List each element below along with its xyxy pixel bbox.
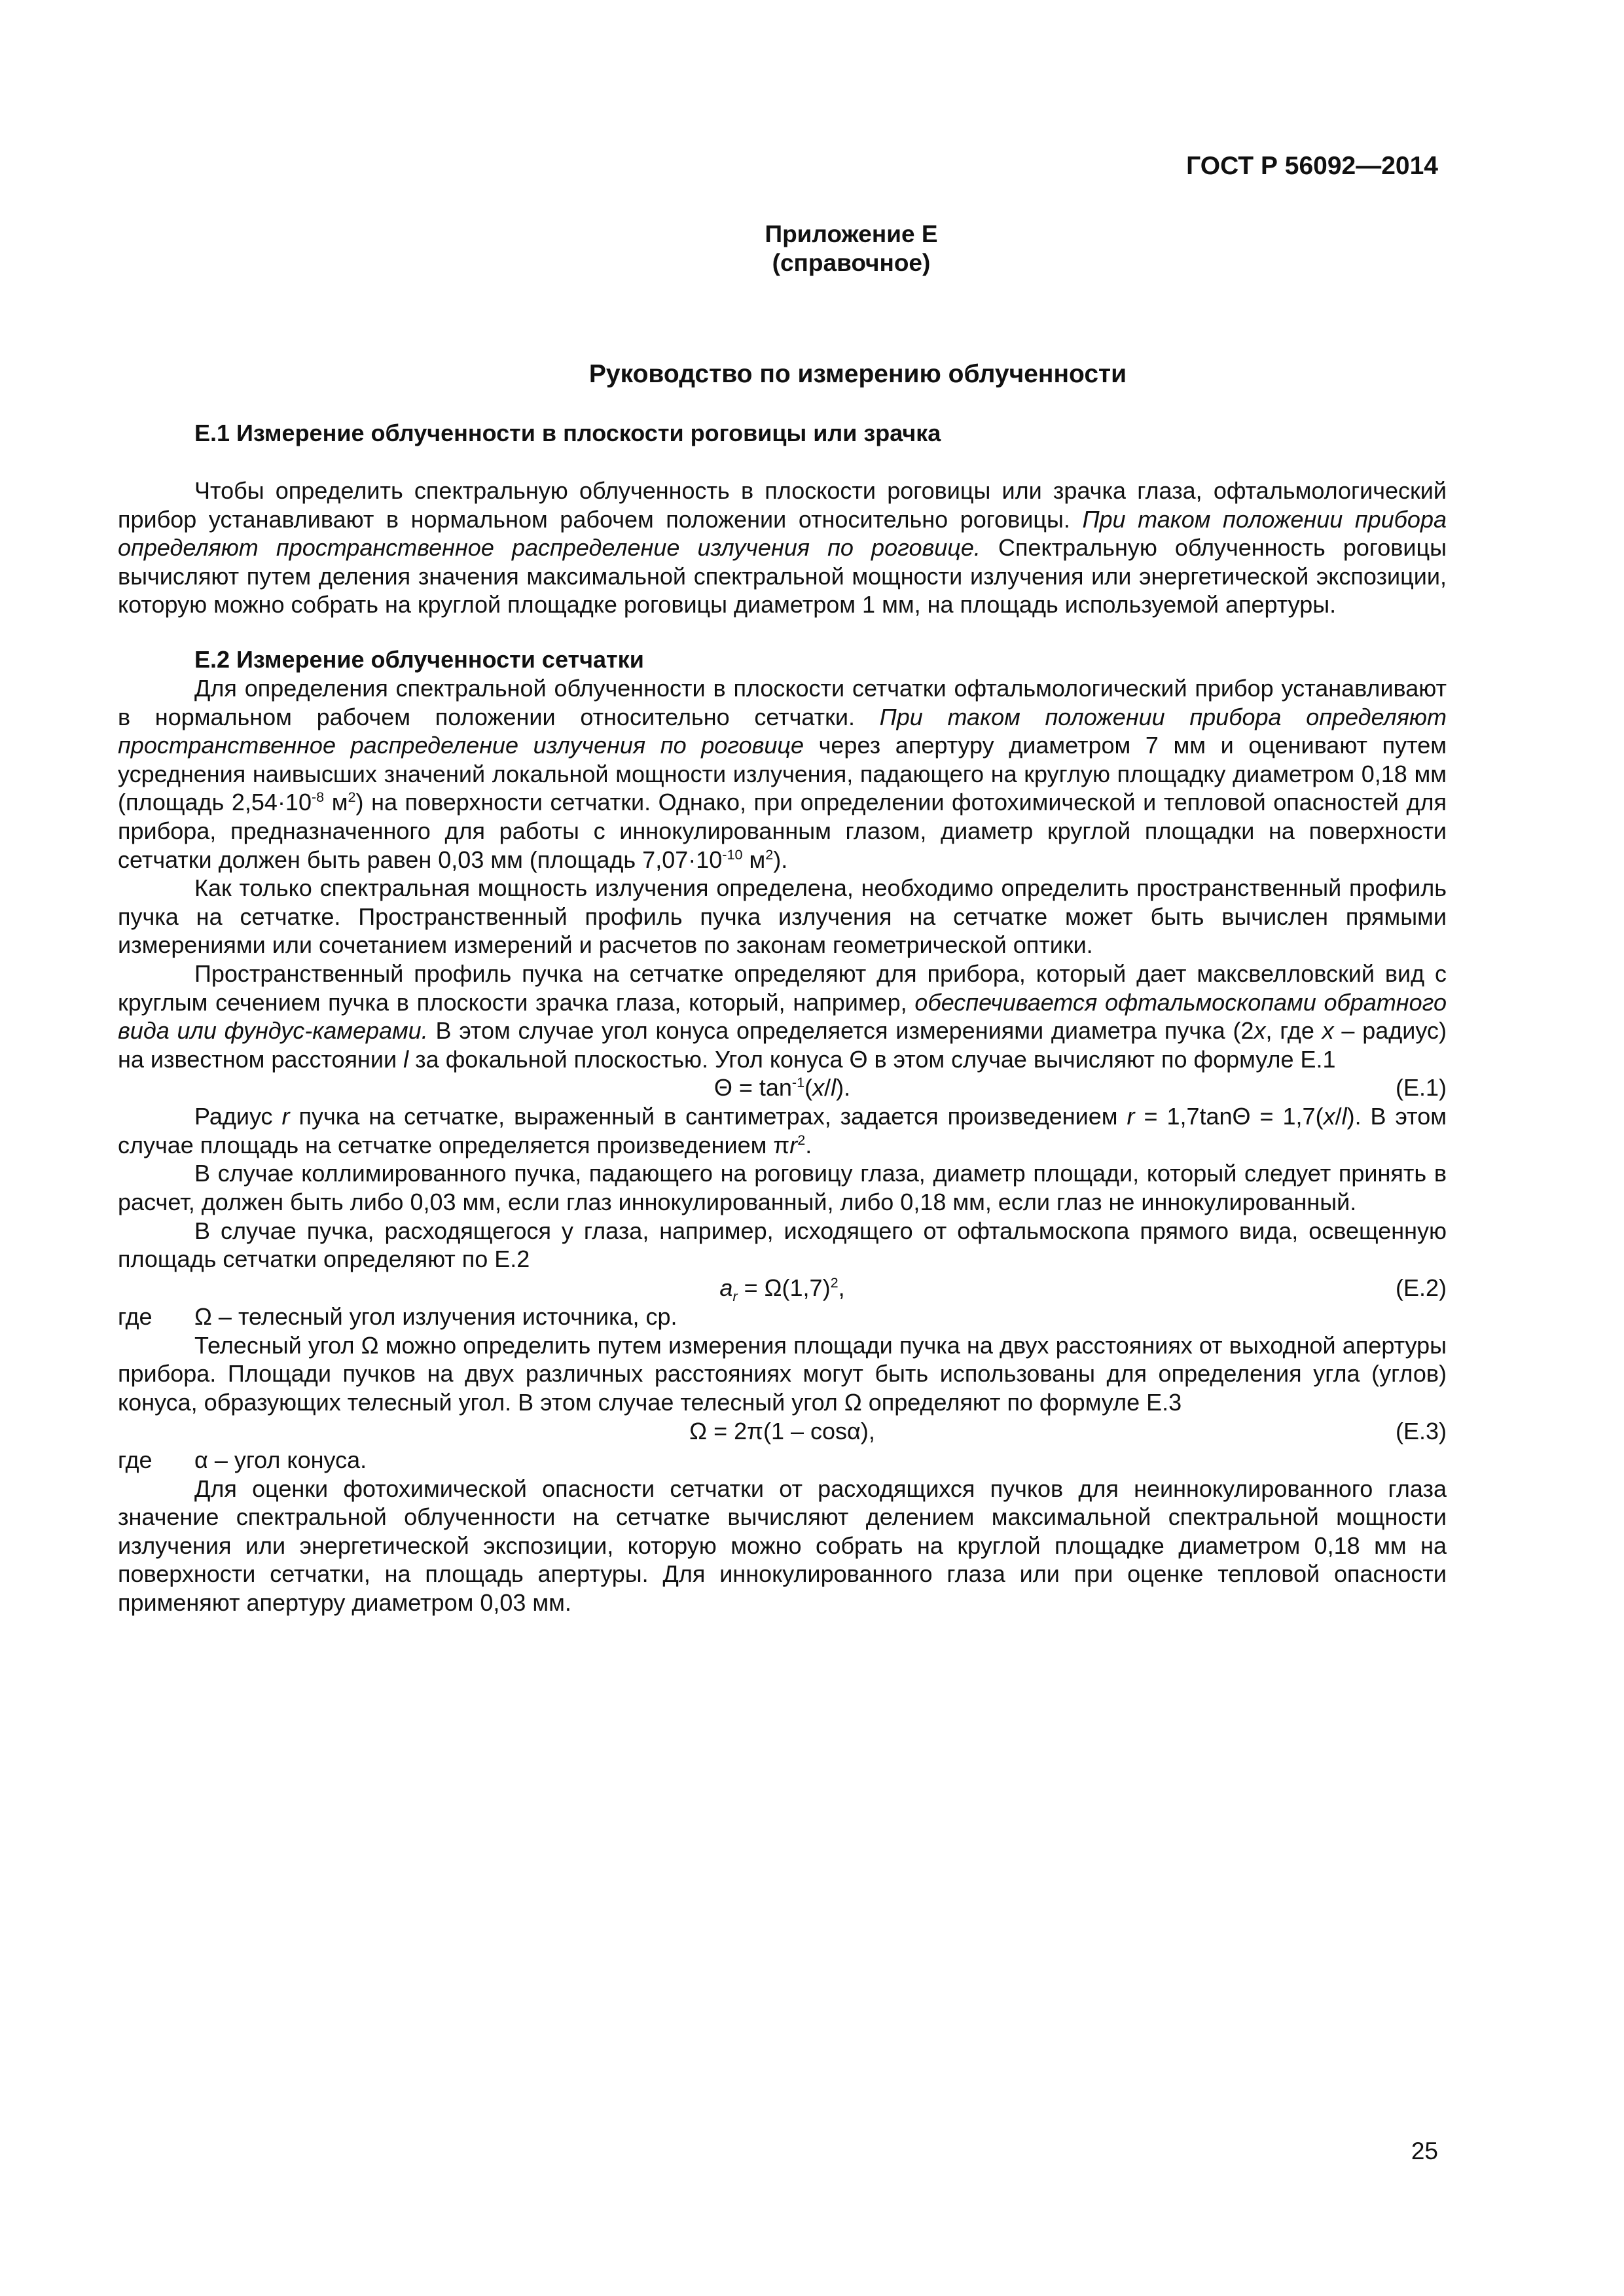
main-content	[118, 419, 1447, 1617]
equation-e1: $\Theta = \tan^{-1}(x/l)$. (Е.1)	[713, 1074, 1447, 1102]
document-code: ГОСТ Р 56092—2014	[1186, 152, 1438, 180]
equation-number: (Е.1)	[1395, 1074, 1447, 1102]
equation-e3: Ω = 2π(1 – cosα), (Е.3)	[689, 1417, 1447, 1444]
page-title: Руководство по измерению облученности	[588, 360, 1127, 388]
annex-label	[0, 220, 1624, 278]
paragraph: Чтобы определить спектральную облученность в плоскости роговицы или зрачка глаза, офтальмологический прибор устанавливают в нормальном рабочем положении относительно роговицы. При таком положении прибора определяют пространственное распределение излучения по роговице. Спектральную облученность роговицы вычисляют путем деления значения максимальной спектральной мощности излучения или энергетической экспозиции, которую можно собрать на круглой площадке роговицы диаметром 1 мм, на площадь используемой апертуры.	[118, 477, 1447, 619]
equation-e2: $a_r = \Omega(1,7)^2$, (Е.2)	[719, 1274, 1447, 1305]
paragraph: В случае коллимированного пучка, падающего на роговицу глаза, диаметр площади, который следует принять в расчет, должен быть либо 0,03 мм, если глаз иннокулированный, либо 0,18 мм, если глаз не иннокулированный.	[118, 1160, 1447, 1216]
section-heading-e2: Е.2 Измерение облученности сетчатки	[194, 645, 644, 673]
paragraph: Для определения спектральной облученности в плоскости сетчатки офтальмологический прибор устанавливают в нормальном рабочем положении относительно сетчатки. При таком положении прибора определяют пространственное распределение излучения по роговице через апертуру диаметром 7 мм и оценивают путем усреднения наивысших значений локальной мощности излучения, падающего на круглую площадку диаметром 0,18 мм (площадь $2,54\cdot 10^{-8}$ $м^2$) на поверхности сетчатки. Однако, при определении фотохимической и тепловой опасностей для прибора, предназначенного для работы с иннокулированным глазом, диаметр круглой площадки на поверхности сетчатки должен быть равен 0,03 мм (площадь $7,07\cdot 10^{-10}$ $м^2$).	[118, 674, 1447, 873]
where-clause: где α – угол конуса.	[118, 1446, 367, 1473]
annex-title: Приложение Е	[765, 221, 938, 247]
section-heading-e1: Е.1 Измерение облученности в плоскости роговицы или зрачка	[194, 420, 941, 446]
paragraph: Радиус r пучка на сетчатке, выраженный в сантиметрах, задается произведением r = 1,7tanΘ = 1,7(x/l). В этом случае площадь на сетчатке определяется произведением $\pi r^2$.	[118, 1103, 1447, 1158]
annex-type: (справочное)	[772, 249, 931, 276]
page-number: 25	[1411, 2138, 1438, 2164]
paragraph: Для оценки фотохимической опасности сетчатки от расходящихся пучков для неиннокулированного глаза значение спектральной облученности на сетчатке вычисляют делением максимальной спектральной мощности излучения или энергетической экспозиции, которую можно собрать на круглой площадке диаметром 0,18 мм на поверхности сетчатки, на площадь апертуры. Для иннокулированного глаза или при оценке тепловой опасности применяют апертуру диаметром 0,03 мм.	[118, 1475, 1447, 1616]
paragraph: В случае пучка, расходящегося у глаза, например, исходящего от офтальмоскопа прямого вида, освещенную площадь сетчатки определяют по Е.2	[118, 1217, 1447, 1273]
equation-number: (Е.3)	[1395, 1417, 1447, 1444]
equation-number: (Е.2)	[1395, 1274, 1447, 1301]
paragraph: Телесный угол Ω можно определить путем измерения площади пучка на двух расстояниях от выходной апертуры прибора. Площади пучков на двух различных расстояниях могут быть использованы для определения угла (углов) конуса, образующих телесный угол. В этом случае телесный угол Ω определяют по формуле Е.3	[118, 1331, 1447, 1416]
paragraph: Пространственный профиль пучка на сетчатке определяют для прибора, который дает максвелловский вид с круглым сечением пучка в плоскости зрачка глаза, который, например, обеспечивается офтальмоскопами обратного вида или фундус-камерами. В этом случае угол конуса определяется измерениями диаметра пучка (2x, где x – радиус) на известном расстоянии l за фокальной плоскостью. Угол конуса Θ в этом случае вычисляют по формуле Е.1	[118, 960, 1447, 1073]
paragraph: Как только спектральная мощность излучения определена, необходимо определить пространственный профиль пучка на сетчатке. Пространственный профиль пучка излучения на сетчатке может быть вычислен прямыми измерениями или сочетанием измерений и расчетов по законам геометрической оптики.	[118, 874, 1447, 959]
where-clause: где Ω – телесный угол излучения источника, ср.	[118, 1302, 677, 1330]
